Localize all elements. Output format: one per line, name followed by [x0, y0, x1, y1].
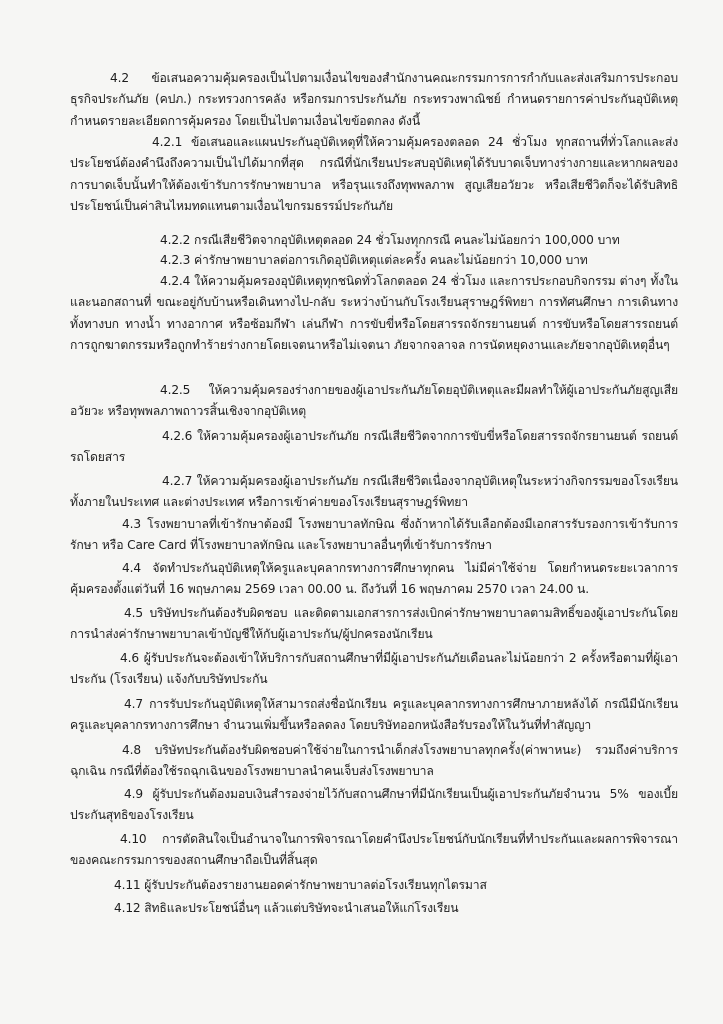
- clause-4-10: 4.10 การตัดสินใจเป็นอำนาจในการพิจารณาโดยคำนึงประโยชน์กับนักเรียนที่ทำประกันและผลการพิจารณาของคณะกรรมการของสถานศึกษาถือเป็นที่สิ้นสุด: [70, 832, 678, 868]
- clause-4-2-7: 4.2.7 ให้ความคุ้มครองผู้เอาประกันภัย กรณีเสียชีวิตเนื่องจากอุบัติเหตุในระหว่างกิจกรรมของโรงเรียนทั้งภายในประเทศ และต่างประเทศ หรือการเข้าค่ายของโรงเรียนสุราษฎร์พิทยา: [70, 474, 678, 510]
- clause-4-6: 4.6 ผู้รับประกันจะต้องเข้าให้บริการกับสถานศึกษาที่มีผู้เอาประกันภัยเดือนละไม่น้อยกว่า 2 ครั้งหรือตามที่ผู้เอาประกัน (โรงเรียน) แจ้งกับบริษัทประกัน: [70, 651, 678, 687]
- clause-4-3: 4.3 โรงพยาบาลที่เข้ารักษาต้องมี โรงพยาบาลทักษิณ ซึ่งถ้าหากได้รับเลือกต้องมีเอกสารรับรองการเข้ารับการรักษา หรือ Care Card ที่โรงพยาบาลทักษิณ และโรงพยาบาลอื่นๆที่เข้ารับการรักษา: [70, 517, 678, 553]
- clause-4-2-4: 4.2.4 ให้ความคุ้มครองอุบัติเหตุทุกชนิดทั่วโลกตลอด 24 ชั่วโมง และการประกอบกิจกรรม ต่างๆ ทั้งในและนอกสถานที่ ขณะอยู่กับบ้านหรือเดินทางไป-กลับ ระหว่างบ้านกับโรงเรียนสุราษฎร์พิทยา การทัศนศึกษา การเดินทางทั้งทางบก ทางน้ำ ทางอากาศ หรือซ้อมกีฬา เล่นกีฬา การขับขี่หรือโดยสารรถจักรยานยนต์ การขับหรือโดยสารรถยนต์ การถูกฆาตกรรมหรือถูกทำร้ายร่างกายโดยเจตนาหรือไม่เจตนา ภัยจากจลาจล การนัดหยุดงานและภัยจากอุบัติเหตุอื่นๆ: [70, 274, 678, 352]
- clause-4-2-3: 4.2.3 ค่ารักษาพยาบาลต่อการเกิดอุบัติเหตุแต่ละครั้ง คนละไม่น้อยกว่า 10,000 บาท: [160, 253, 588, 267]
- clause-4-2-6: 4.2.6 ให้ความคุ้มครองผู้เอาประกันภัย กรณีเสียชีวิตจากการขับขี่หรือโดยสารรถจักรยานยนต์ รถยนต์ รถโดยสาร: [70, 429, 678, 465]
- clause-4-2-2: 4.2.2 กรณีเสียชีวิตจากอุบัติเหตุตลอด 24 ชั่วโมงทุกกรณี คนละไม่น้อยกว่า 100,000 บาท: [160, 233, 620, 247]
- clause-4-9: 4.9 ผู้รับประกันต้องมอบเงินสำรองจ่ายไว้กับสถานศึกษาที่มีนักเรียนเป็นผู้เอาประกันภัยจำนวน 5% ของเบี้ยประกันสุทธิของโรงเรียน: [70, 787, 678, 823]
- clause-4-8: 4.8 บริษัทประกันต้องรับผิดชอบค่าใช้จ่ายในการนำเด็กส่งโรงพยาบาลทุกครั้ง(ค่าพาหนะ) รวมถึงค่าบริการฉุกเฉิน กรณีที่ต้องใช้รถฉุกเฉินของโรงพยาบาลนำคนเจ็บส่งโรงพยาบาล: [70, 743, 678, 779]
- clause-4-2-5: 4.2.5 ให้ความคุ้มครองร่างกายของผู้เอาประกันภัยโดยอุบัติเหตุและมีผลทำให้ผู้เอาประกันภัยสูญเสียอวัยวะ หรือทุพพลภาพถาวรสิ้นเชิงจากอุบัติเหตุ: [70, 383, 678, 419]
- clause-4-12: 4.12 สิทธิและประโยชน์อื่นๆ แล้วแต่บริษัทจะนำเสนอให้แก่โรงเรียน: [114, 901, 459, 915]
- clause-4-2-1: 4.2.1 ข้อเสนอและแผนประกันอุบัติเหตุที่ให้ความคุ้มครองตลอด 24 ชั่วโมง ทุกสถานที่ทั่วโลกและส่งประโยชน์ต้องคำนึงถึงความเป็นไปได้มากที่สุด กรณีที่นักเรียนประสบอุบัติเหตุได้รับบาดเจ็บทางร่างกายและหากผลของการบาดเจ็บนั้นทำให้ต้องเข้ารับการรักษาพยาบาล หรือรุนแรงถึงทุพพลภาพ สูญเสียอวัยวะ หรือเสียชีวิตก็จะได้รับสิทธิประโยชน์เป็นค่าสินไหมทดแทนตามเงื่อนไขกรมธรรม์ประกันภัย: [70, 135, 678, 213]
- clause-4-5: 4.5 บริษัทประกันต้องรับผิดชอบ และติดตามเอกสารการส่งเบิกค่ารักษาพยาบาลตามสิทธิ์ของผู้เอาประกันโดยการนำส่งค่ารักษาพยาบาลเข้าบัญชีให้กับผู้เอาประกัน/ผู้ปกครองนักเรียน: [70, 606, 678, 642]
- clause-4-4: 4.4 จัดทำประกันอุบัติเหตุให้ครูและบุคลากรทางการศึกษาทุกคน ไม่มีค่าใช้จ่าย โดยกำหนดระยะเวลาการคุ้มครองตั้งแต่วันที่ 16 พฤษภาคม 2569 เวลา 00.00 น. ถึงวันที่ 16 พฤษภาคม 2570 เวลา 24.00 น.: [70, 561, 678, 597]
- clause-4-7: 4.7 การรับประกันอุบัติเหตุให้สามารถส่งชื่อนักเรียน ครูและบุคลากรทางการศึกษาภายหลังได้ กรณีมีนักเรียน ครูและบุคลากรทางการศึกษา จำนวนเพิ่มขึ้นหรือลดลง โดยบริษัทออกหนังสือรับรองให้ในวันที่ทำสัญญา: [70, 697, 678, 733]
- clause-4-11: 4.11 ผู้รับประกันต้องรายงานยอดค่ารักษาพยาบาลต่อโรงเรียนทุกไตรมาส: [114, 878, 487, 892]
- clause-4-2: 4.2 ข้อเสนอความคุ้มครองเป็นไปตามเงื่อนไขของสำนักงานคณะกรรมการการกำกับและส่งเสริมการประกอบธุรกิจประกันภัย (คปภ.) กระทรวงการคลัง หรือกรมการประกันภัย กระทรวงพาณิชย์ กำหนดรายการค่าประกันอุบัติเหตุ กำหนดรายละเอียดการคุ้มครอง โดยเป็นไปตามเงื่อนไขข้อตกลง ดังนี้: [70, 71, 678, 128]
